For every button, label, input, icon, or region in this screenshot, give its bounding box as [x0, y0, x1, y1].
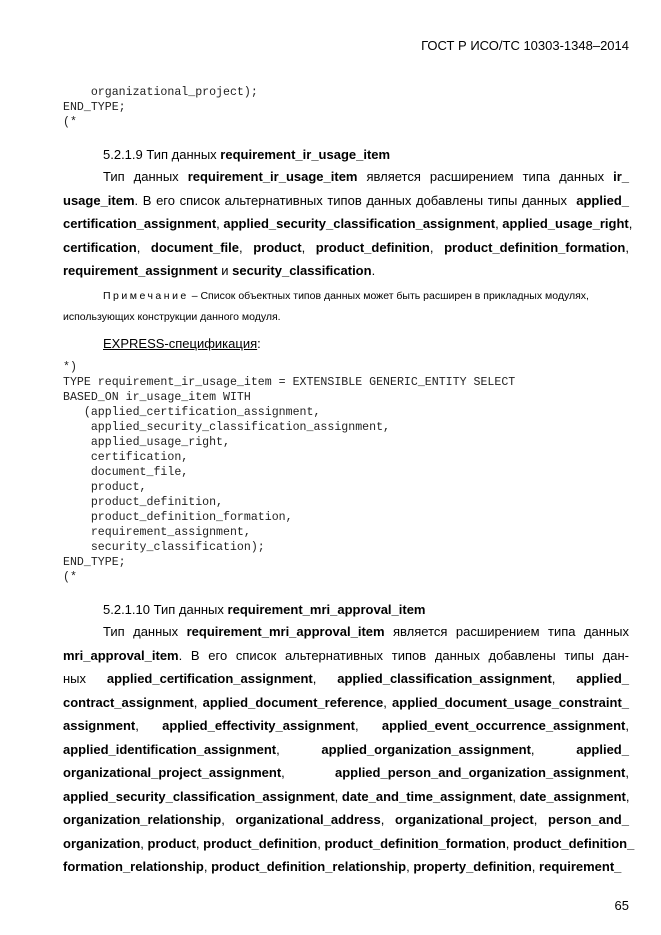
type-name: product_definition: [315, 239, 430, 255]
type-name: organizational_address: [235, 812, 381, 827]
section-paragraph-5-2-1-10: [63, 620, 635, 879]
express-heading-colon: :: [257, 336, 261, 351]
text-run: ,: [239, 239, 254, 255]
text-run: ,: [625, 788, 630, 804]
paragraph-line: [63, 236, 629, 260]
note-text-line2: использующих конструкции данного модуля.: [63, 311, 281, 323]
type-name: document_file: [150, 239, 239, 255]
code-line: END_TYPE;: [63, 556, 126, 569]
text-run: ,: [203, 859, 212, 874]
type-name: requirement_mri_approval_item: [186, 624, 385, 639]
section-paragraph-5-2-1-9: [63, 165, 633, 283]
code-line: *): [63, 361, 77, 374]
type-name: assignment: [63, 718, 136, 733]
type-name: applied_classification_assignment: [337, 671, 552, 686]
code-line: document_file,: [63, 466, 189, 479]
text-run: ,: [317, 835, 325, 851]
text-run: ных: [63, 671, 107, 686]
text-run: ,: [334, 788, 342, 804]
code-line: requirement_assignment,: [63, 526, 251, 539]
text-run: ,: [625, 239, 629, 255]
page-number: 65: [614, 898, 629, 913]
type-name: product_definition_formation: [444, 239, 626, 255]
section-title-5-2-1-10: [103, 602, 426, 617]
text-run: ,: [530, 741, 577, 757]
code-line: BASED_ON ir_usage_item WITH: [63, 391, 251, 404]
paragraph-line: [63, 761, 629, 785]
text-run: ,: [135, 718, 163, 733]
text-run: ,: [193, 694, 203, 710]
type-name: product_definition: [203, 835, 318, 851]
type-name: certification_assignment: [63, 216, 217, 231]
type-name: requirement_assignment: [63, 263, 218, 278]
code-line: applied_usage_right,: [63, 436, 230, 449]
type-name: applied_organization_assignment: [321, 741, 531, 757]
type-name: product: [147, 835, 196, 851]
text-run: ,: [551, 671, 577, 686]
code-line: product_definition_formation,: [63, 511, 293, 524]
paragraph-line: [63, 259, 629, 283]
type-name: product_definition_formation: [324, 835, 506, 851]
text-run: .: [371, 263, 376, 278]
paragraph-line: [63, 855, 629, 879]
paragraph-line: [63, 667, 629, 691]
type-name: mri_approval_item: [63, 647, 179, 663]
type-name: usage_item: [63, 192, 135, 208]
section-type-name: requirement_ir_usage_item: [220, 147, 391, 162]
type-name: certification: [63, 239, 137, 255]
type-name: applied_usage_right: [502, 216, 629, 231]
section-type-name: requirement_mri_approval_item: [227, 602, 426, 617]
type-name: applied_document_reference: [202, 694, 384, 710]
type-name: ir_: [613, 169, 629, 184]
text-run: ,: [406, 859, 414, 874]
express-heading: [103, 336, 261, 351]
text-run: ,: [281, 765, 335, 780]
paragraph-line: [63, 620, 629, 644]
text-run: ,: [355, 718, 382, 733]
type-name: product_definition_: [513, 835, 635, 851]
note-text-line1: Список объектных типов данных может быть расширен в прикладных модулях,: [200, 290, 589, 302]
type-name: property_definition: [413, 859, 532, 874]
text-run: ,: [276, 741, 322, 757]
text-run: ,: [512, 788, 520, 804]
paragraph-line: [63, 785, 629, 809]
type-name: applied_person_and_organization_assignment: [334, 765, 626, 780]
section-title-5-2-1-9: [103, 147, 390, 162]
text-run: . В его список альтернативных типов данных добавлены типы дан-: [178, 647, 629, 663]
type-name: organizational_project: [395, 812, 534, 827]
code-line: (*: [63, 116, 77, 129]
code-line: product,: [63, 481, 147, 494]
text-run: ,: [312, 671, 338, 686]
type-name: organization: [63, 835, 141, 851]
text-run: ,: [429, 239, 445, 255]
code-line: END_TYPE;: [63, 101, 126, 114]
text-run: ,: [531, 859, 540, 874]
paragraph-line: [63, 189, 629, 213]
type-name: applied_event_occurrence_assignment: [381, 718, 626, 733]
text-run: ,: [383, 694, 393, 710]
type-name: applied_document_usage_constraint_: [392, 694, 629, 710]
code-line: applied_security_classification_assignment,: [63, 421, 390, 434]
note-block: [63, 286, 629, 328]
paragraph-line: [63, 738, 629, 762]
text-run: . В его список альтернативных типов данных добавлены типы данных: [134, 192, 577, 208]
text-run: ,: [216, 216, 224, 231]
type-name: security_classification: [232, 263, 372, 278]
type-name: requirement_ir_usage_item: [187, 169, 358, 184]
type-name: requirement_: [539, 859, 622, 874]
text-run: является расширением типа данных: [384, 624, 629, 639]
note-label: Примечание: [103, 290, 189, 302]
section-number: 5.2.1.9 Тип данных: [103, 147, 217, 162]
text-run: ,: [221, 812, 236, 827]
text-run: ,: [625, 765, 629, 780]
type-name: organizational_project_assignment: [63, 765, 282, 780]
type-name: applied_identification_assignment: [63, 741, 277, 757]
type-name: date_and_time_assignment: [341, 788, 513, 804]
express-heading-text: EXPRESS-спецификация: [103, 336, 258, 351]
code-line: product_definition,: [63, 496, 224, 509]
paragraph-line: [63, 832, 635, 856]
paragraph-line: [63, 808, 629, 832]
paragraph-line: [63, 644, 629, 668]
code-line: organizational_project);: [63, 86, 258, 99]
paragraph-line: [63, 691, 629, 715]
code-block-express: [63, 360, 515, 585]
paragraph-line: [63, 165, 629, 189]
code-line: (applied_certification_assignment,: [63, 406, 321, 419]
type-name: applied_security_classification_assignment: [63, 788, 335, 804]
type-name: applied_: [576, 671, 629, 686]
code-line: (*: [63, 571, 77, 584]
text-run: ,: [380, 812, 396, 827]
text-run: ,: [495, 216, 503, 231]
type-name: organization_relationship: [63, 812, 222, 827]
paragraph-line: [63, 714, 629, 738]
type-name: applied_: [576, 741, 629, 757]
type-name: product_definition_relationship: [211, 859, 407, 874]
text-run: Тип данных: [103, 624, 187, 639]
type-name: applied_effectivity_assignment: [162, 718, 356, 733]
text-run: ,: [301, 239, 316, 255]
type-name: product: [253, 239, 302, 255]
paragraph-line: [63, 212, 633, 236]
code-block-top: [63, 85, 258, 130]
text-run: ,: [195, 835, 204, 851]
type-name: applied_certification_assignment: [106, 671, 313, 686]
page-header: ГОСТ Р ИСО/ТС 10303-1348–2014: [421, 38, 629, 53]
type-name: formation_relationship: [63, 859, 204, 874]
text-run: Тип данных: [103, 169, 188, 184]
type-name: date_assignment: [519, 788, 626, 804]
text-run: ,: [505, 835, 513, 851]
note-dash: –: [188, 290, 201, 302]
text-run: ,: [140, 835, 148, 851]
text-run: является расширением типа данных: [357, 169, 614, 184]
text-run: ,: [628, 216, 633, 231]
text-run: ,: [625, 718, 629, 733]
type-name: applied_security_classification_assignment: [223, 216, 496, 231]
code-line: TYPE requirement_ir_usage_item = EXTENSIBLE GENERIC_ENTITY SELECT: [63, 376, 516, 389]
code-line: security_classification);: [63, 541, 265, 554]
text-run: ,: [533, 812, 549, 827]
code-line: certification,: [63, 451, 189, 464]
type-name: person_and_: [548, 812, 629, 827]
type-name: contract_assignment: [63, 694, 194, 710]
text-run: ,: [136, 239, 151, 255]
type-name: applied_: [576, 192, 629, 208]
section-number: 5.2.1.10 Тип данных: [103, 602, 224, 617]
text-run: и: [217, 263, 233, 278]
